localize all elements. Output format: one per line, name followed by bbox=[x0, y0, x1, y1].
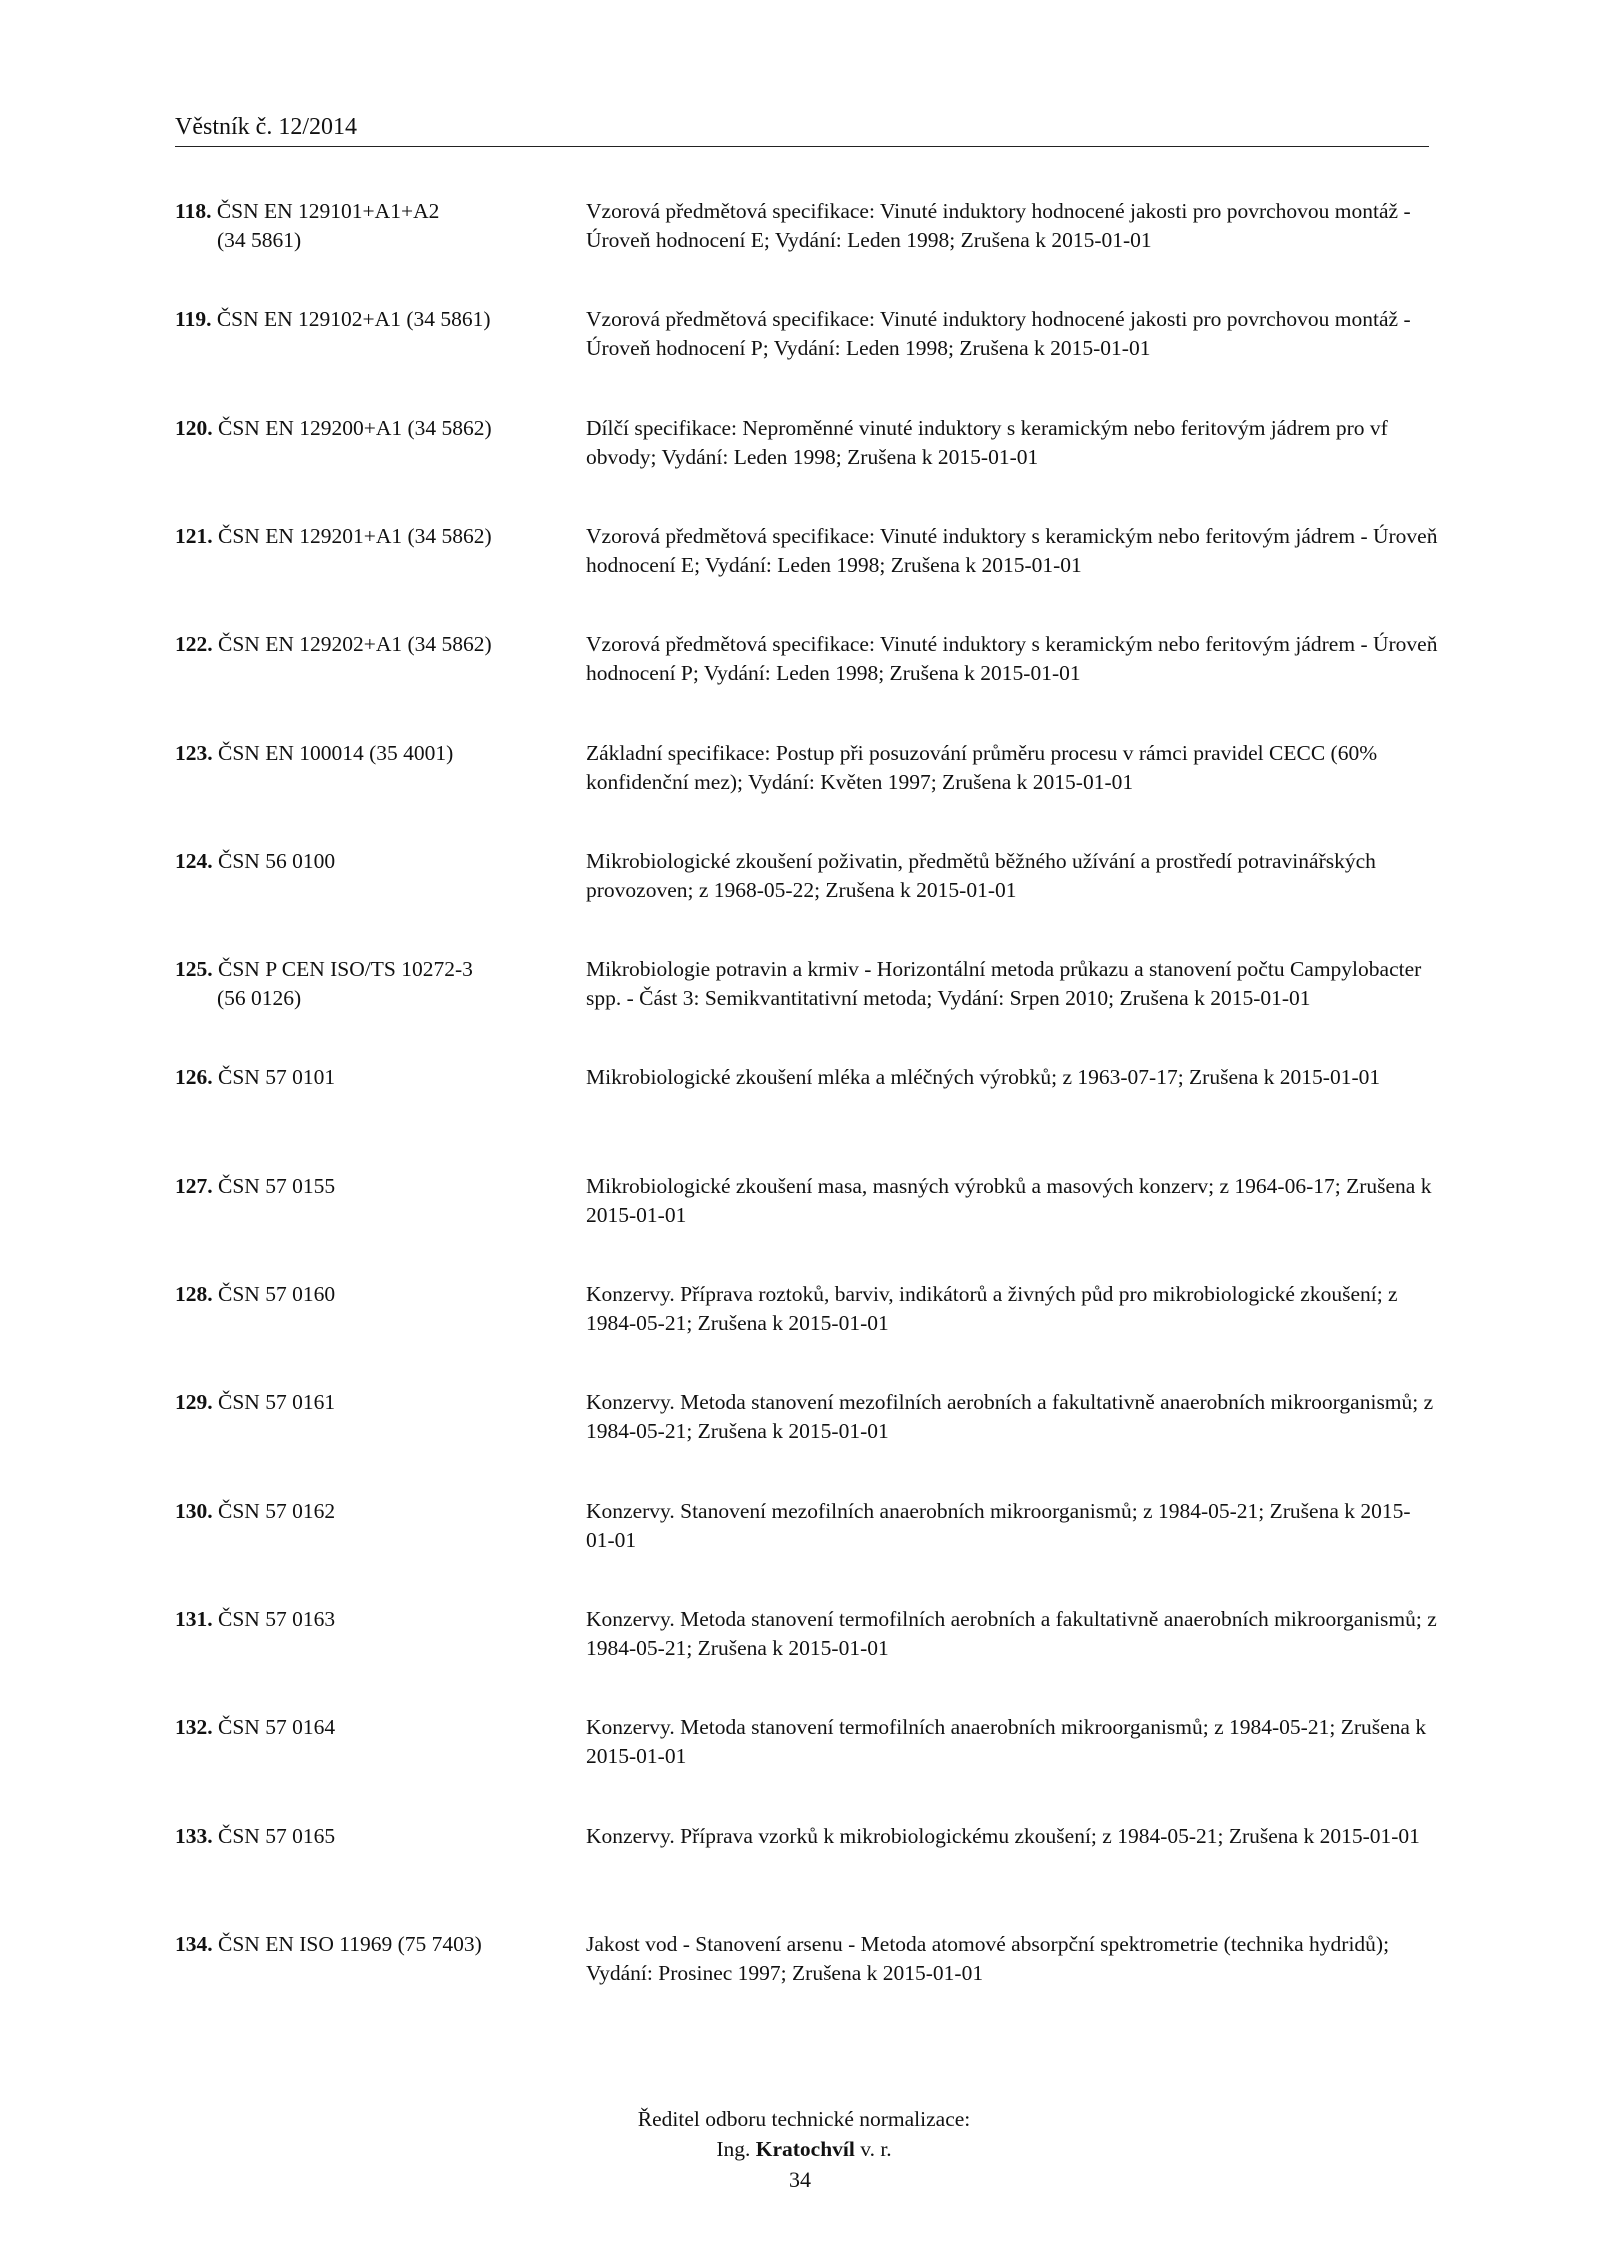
standard-description: Vzorová předmětová specifikace: Vinuté induktory hodnocené jakosti pro povrchovou montáž - Úroveň hodnocení P; Vydání: Leden 1998; Zrušena k 2015-01-01 bbox=[586, 307, 1411, 360]
standard-designation bbox=[175, 847, 575, 876]
standard-description: Konzervy. Příprava roztoků, barviv, indikátorů a živných půd pro mikrobiologické zkoušení; z 1984-05-21; Zrušena k 2015-01-01 bbox=[586, 1282, 1398, 1335]
standard-designation-line bbox=[175, 1174, 335, 1198]
standard-description: Konzervy. Příprava vzorků k mikrobiologickému zkoušení; z 1984-05-21; Zrušena k 2015-01-01 bbox=[586, 1824, 1420, 1848]
standard-designation bbox=[175, 739, 575, 768]
standard-designation bbox=[175, 1930, 575, 1959]
standard-code: ČSN EN 129200+A1 (34 5862) bbox=[218, 416, 492, 440]
standard-designation bbox=[175, 1605, 575, 1634]
standard-designation-line bbox=[175, 1932, 482, 1956]
standard-description: Dílčí specifikace: Neproměnné vinuté induktory s keramickým nebo feritovým jádrem pro vf obvody; Vydání: Leden 1998; Zrušena k 2015-01-01 bbox=[586, 416, 1388, 469]
standard-designation-line bbox=[175, 199, 439, 223]
standard-description: Jakost vod - Stanovení arsenu - Metoda atomové absorpční spektrometrie (technika hydridů); Vydání: Prosinec 1997; Zrušena k 2015-01-01 bbox=[586, 1932, 1390, 1985]
standard-designation-line bbox=[175, 1282, 335, 1306]
standard-designation-line bbox=[175, 1499, 335, 1523]
signatory-role: Ředitel odboru technické normalizace: bbox=[637, 2107, 971, 2131]
standard-designation bbox=[175, 1822, 575, 1851]
standard-designation-line bbox=[175, 1715, 335, 1739]
standard-description: Konzervy. Metoda stanovení termofilních anaerobních mikroorganismů; z 1984-05-21; Zrušena k 2015-01-01 bbox=[586, 1715, 1427, 1768]
signatory-surname: Kratochvíl bbox=[755, 2137, 855, 2161]
standard-designation-line bbox=[175, 849, 335, 873]
standard-designation-line bbox=[175, 957, 473, 981]
page-number: 34 bbox=[789, 2167, 811, 2192]
standard-designation bbox=[175, 1172, 575, 1201]
item-number: 119. bbox=[175, 307, 212, 331]
standard-designation bbox=[175, 414, 575, 443]
standard-code: ČSN 57 0163 bbox=[218, 1607, 336, 1631]
standard-description: Základní specifikace: Postup při posuzování průměru procesu v rámci pravidel CECC (60% konfidenční mez); Vydání: Květen 1997; Zrušena k 2015-01-01 bbox=[586, 741, 1378, 794]
standard-designation-line bbox=[175, 1390, 335, 1414]
standard-designation-line bbox=[175, 1607, 335, 1631]
standard-description: Mikrobiologické zkoušení poživatin, předmětů běžného užívání a prostředí potravinářských provozoven; z 1968-05-22; Zrušena k 2015-01-01 bbox=[586, 849, 1376, 902]
standard-code: ČSN 57 0155 bbox=[218, 1174, 336, 1198]
standard-code: ČSN EN 129102+A1 (34 5861) bbox=[216, 307, 491, 331]
item-number: 120. bbox=[175, 416, 213, 440]
standard-code: ČSN 56 0100 bbox=[218, 849, 336, 873]
standard-code: ČSN EN ISO 11969 (75 7403) bbox=[218, 1932, 482, 1956]
signatory-title: Ing. bbox=[716, 2137, 751, 2161]
item-number: 126. bbox=[175, 1065, 213, 1089]
standard-classification: (56 0126) bbox=[217, 986, 302, 1010]
item-number: 118. bbox=[175, 199, 212, 223]
standard-designation bbox=[175, 1497, 575, 1526]
signatory-suffix: v. r. bbox=[860, 2137, 892, 2161]
standard-description: Vzorová předmětová specifikace: Vinuté induktory hodnocené jakosti pro povrchovou montáž - Úroveň hodnocení E; Vydání: Leden 1998; Zrušena k 2015-01-01 bbox=[586, 199, 1411, 252]
standard-designation-line bbox=[175, 741, 453, 765]
standard-description: Vzorová předmětová specifikace: Vinuté induktory s keramickým nebo feritovým jádrem - Úroveň hodnocení P; Vydání: Leden 1998; Zrušena k 2015-01-01 bbox=[586, 632, 1438, 685]
standard-designation-line bbox=[175, 1824, 335, 1848]
standard-code: ČSN 57 0101 bbox=[218, 1065, 336, 1089]
item-number: 123. bbox=[175, 741, 213, 765]
item-number: 127. bbox=[175, 1174, 213, 1198]
standard-code: ČSN EN 129201+A1 (34 5862) bbox=[218, 524, 492, 548]
standard-description: Vzorová předmětová specifikace: Vinuté induktory s keramickým nebo feritovým jádrem - Úroveň hodnocení E; Vydání: Leden 1998; Zrušena k 2015-01-01 bbox=[586, 524, 1438, 577]
standard-designation-line bbox=[175, 307, 491, 331]
page-header bbox=[175, 109, 1429, 147]
standard-code: ČSN EN 100014 (35 4001) bbox=[218, 741, 454, 765]
standard-code: ČSN EN 129202+A1 (34 5862) bbox=[218, 632, 492, 656]
item-number: 125. bbox=[175, 957, 213, 981]
standard-designation bbox=[175, 1280, 575, 1309]
item-number: 132. bbox=[175, 1715, 213, 1739]
standard-designation bbox=[175, 522, 575, 551]
standard-description: Konzervy. Stanovení mezofilních anaerobních mikroorganismů; z 1984-05-21; Zrušena k 2015-01-01 bbox=[586, 1499, 1411, 1552]
standard-designation bbox=[175, 1713, 575, 1742]
standard-code: ČSN 57 0160 bbox=[218, 1282, 336, 1306]
standard-designation bbox=[175, 1063, 575, 1092]
standard-designation bbox=[175, 197, 575, 255]
standard-code: ČSN 57 0162 bbox=[218, 1499, 336, 1523]
item-number: 121. bbox=[175, 524, 213, 548]
standard-designation bbox=[175, 955, 575, 1013]
item-number: 133. bbox=[175, 1824, 213, 1848]
standard-code: ČSN 57 0164 bbox=[218, 1715, 336, 1739]
standard-classification: (34 5861) bbox=[217, 228, 302, 252]
item-number: 131. bbox=[175, 1607, 213, 1631]
standard-description: Konzervy. Metoda stanovení mezofilních aerobních a fakultativně anaerobních mikroorganismů; z 1984-05-21; Zrušena k 2015-01-01 bbox=[586, 1390, 1434, 1443]
standard-designation-line bbox=[175, 1065, 335, 1089]
standard-code: ČSN EN 129101+A1+A2 bbox=[216, 199, 440, 223]
standard-description: Mikrobiologické zkoušení masa, masných výrobků a masových konzerv; z 1964-06-17; Zrušena k 2015-01-01 bbox=[586, 1174, 1432, 1227]
item-number: 130. bbox=[175, 1499, 213, 1523]
signatory-name bbox=[0, 2134, 1600, 2164]
standard-designation bbox=[175, 1388, 575, 1417]
standard-code: ČSN 57 0165 bbox=[218, 1824, 336, 1848]
standard-code: ČSN P CEN ISO/TS 10272-3 bbox=[218, 957, 473, 981]
item-number: 124. bbox=[175, 849, 213, 873]
standard-designation bbox=[175, 305, 575, 334]
standard-description: Mikrobiologie potravin a krmiv - Horizontální metoda průkazu a stanovení počtu Campylobacter spp. - Část 3: Semikvantitativní metoda; Vydání: Srpen 2010; Zrušena k 2015-01-01 bbox=[586, 957, 1422, 1010]
standard-code: ČSN 57 0161 bbox=[218, 1390, 336, 1414]
standard-designation-line bbox=[175, 524, 492, 548]
signature-block bbox=[0, 2104, 1600, 2164]
standard-designation bbox=[175, 630, 575, 659]
bulletin-title: Věstník č. 12/2014 bbox=[175, 114, 357, 140]
item-number: 128. bbox=[175, 1282, 213, 1306]
standard-designation-line bbox=[175, 416, 492, 440]
standard-designation-line bbox=[175, 632, 492, 656]
item-number: 129. bbox=[175, 1390, 213, 1414]
standard-description: Mikrobiologické zkoušení mléka a mléčných výrobků; z 1963-07-17; Zrušena k 2015-01-01 bbox=[586, 1065, 1381, 1089]
item-number: 134. bbox=[175, 1932, 213, 1956]
standard-description: Konzervy. Metoda stanovení termofilních aerobních a fakultativně anaerobních mikroorganismů; z 1984-05-21; Zrušena k 2015-01-01 bbox=[586, 1607, 1437, 1660]
item-number: 122. bbox=[175, 632, 213, 656]
